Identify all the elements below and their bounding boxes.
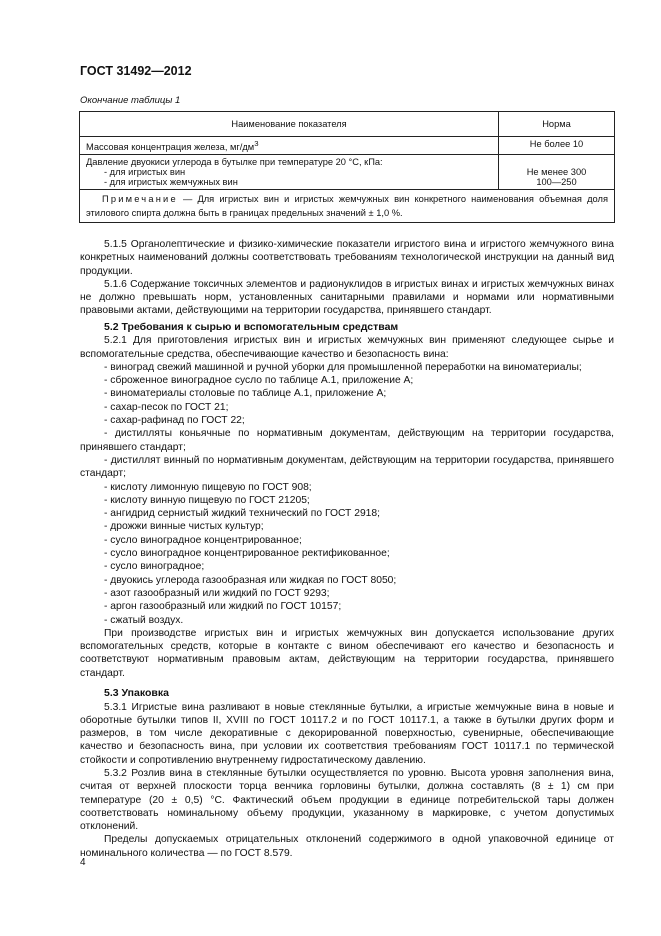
table-caption: Окончание таблицы 1 [80, 95, 181, 106]
norm-cell [499, 155, 615, 190]
list-item: - сжатый воздух. [104, 614, 184, 626]
table-row [80, 155, 615, 190]
section-5-2-heading: 5.2 Требования к сырью и вспомогательным средствам [104, 320, 399, 333]
list-item: - сусло виноградное; [104, 561, 205, 573]
clause-5-3-2: 5.3.2 Розлив вина в стеклянные бутылки осуществляется по уровню. Высота уровня заполнения вина, считая от верхней плоскости торца венчика горловины бутылки, должна составлять (8 ± 1) см при температуре (20 ± 0,5) °С. Фактический объем продукции в единице потребительской тары должен соответствовать номинальному объему продукции, указанному в маркировке, с учетом допустимых отклонений. [80, 767, 614, 833]
list-item: - аргон газообразный или жидкий по ГОСТ 10157; [104, 601, 342, 613]
body-text [80, 238, 614, 860]
indicator-cell [80, 137, 499, 155]
clause-5-3-1: 5.3.1 Игристые вина разливают в новые стеклянные бутылки, а игристые жемчужные вина в новые и оборотные бутылки типов II, XVIII по ГОСТ 10117.2 и по ГОСТ 10117.1, а также в бутылки других форм и размеров, в том числе декоративные с декорированной поверхностью, сувенирные, обеспечивающие качество и безопасность вина, при условии их соответствия требованиям ГОСТ 10117.1 по термической стойкости и сопротивлению внутреннему гидростатическому давлению. [80, 701, 614, 766]
norms-table [79, 111, 615, 223]
limits-paragraph: Пределы допускаемых отрицательных отклонений содержимого в одной упаковочной единице от номинального количества — по ГОСТ 8.579. [80, 834, 614, 859]
unit-superscript: 3 [254, 139, 259, 148]
clause-5-2-1: 5.2.1 Для приготовления игристых вин и игристых жемчужных вин применяют следующее сырье и вспомогательные средства, обеспечивающие качество и безопасность вина: [80, 335, 614, 360]
indicator-text: Массовая концентрация железа, мг/дм [86, 142, 255, 153]
list-item: - виноматериалы столовые по таблице А.1, приложение А; [104, 388, 387, 400]
list-item: - ангидрид сернистый жидкий технический по ГОСТ 2918; [104, 508, 380, 520]
list-item: - сусло виноградное концентрированное; [104, 534, 302, 546]
list-item: - сброженное виноградное сусло по таблице А.1, приложение А; [104, 375, 414, 387]
list-item: - кислоту лимонную пищевую по ГОСТ 908; [104, 481, 312, 493]
list-item: - кислоту винную пищевую по ГОСТ 21205; [104, 494, 310, 506]
table-note-row [80, 190, 615, 223]
table-row [80, 137, 615, 155]
norm-pearl: 100—250 [536, 177, 577, 188]
list-item: - сахар-рафинад по ГОСТ 22; [104, 415, 245, 427]
list-item: - азот газообразный или жидкий по ГОСТ 9293; [104, 587, 330, 599]
indicator-cell [80, 155, 499, 190]
indicator-text: Давление двуокиси углерода в бутылке при температуре 20 °С, кПа: [86, 157, 383, 168]
clause-5-1-6: 5.1.6 Содержание токсичных элементов и радионуклидов в игристых винах и игристых жемчужных винах не должно превышать норм, установленных санитарными правилами и нормами или нормативными правовыми актами, действующими на территории государства, принявшего стандарт. [80, 278, 614, 317]
clause-5-1-5: 5.1.5 Органолептические и физико-химические показатели игристого вина и игристого жемчужного вина конкретных наименований должны соответствовать требованиям технологической инструкции на данный вид продукции. [80, 239, 614, 277]
indicator-sub-pearl: - для игристых жемчужных вин [104, 177, 238, 188]
column-header-norm: Норма [499, 112, 615, 137]
list-item: - дрожжи винные чистых культур; [104, 521, 264, 533]
section-5-3-heading: 5.3 Упаковка [104, 687, 169, 699]
list-item: - дистиллят винный по нормативным документам, действующим на территории государства, принявшего стандарт; [80, 454, 614, 480]
list-item: - виноград свежий машинной и ручной уборки для промышленной переработки на виноматериалы; [104, 361, 582, 373]
norm-sparkling: Не менее 300 [526, 167, 587, 178]
page-number: 4 [80, 857, 86, 868]
column-header-indicator: Наименование показателя [80, 112, 499, 137]
list-item: - двуокись углерода газообразная или жидкая по ГОСТ 8050; [104, 574, 397, 586]
norm-cell: Не более 10 [499, 137, 615, 155]
list-item: - сусло виноградное концентрированное ректификованное; [104, 548, 390, 560]
note-label: Примечание [102, 194, 178, 205]
standard-header: ГОСТ 31492—2012 [80, 64, 192, 78]
table-header-row [80, 112, 615, 137]
list-item: - дистилляты коньячные по нормативным документам, действующим на территории государства, принявшего стандарт; [80, 428, 614, 453]
note-text: — Для игристых вин и игристых жемчужных вин конкретного наименования объемная доля этилового спирта должна быть в границах предельных значений ± 1,0 %. [86, 194, 608, 219]
indicator-sub-sparkling: - для игристых вин [104, 167, 186, 178]
list-item: - сахар-песок по ГОСТ 21; [104, 401, 229, 413]
table-note [80, 190, 615, 223]
aux-means-paragraph: При производстве игристых вин и игристых жемчужных вин допускается использование других вспомогательных средств, которые в контакте с вином обеспечивают его качество и безопасность и соответствуют нормативным правовым актам, действующим на территории государства, принявшего стандарт. [80, 627, 614, 679]
